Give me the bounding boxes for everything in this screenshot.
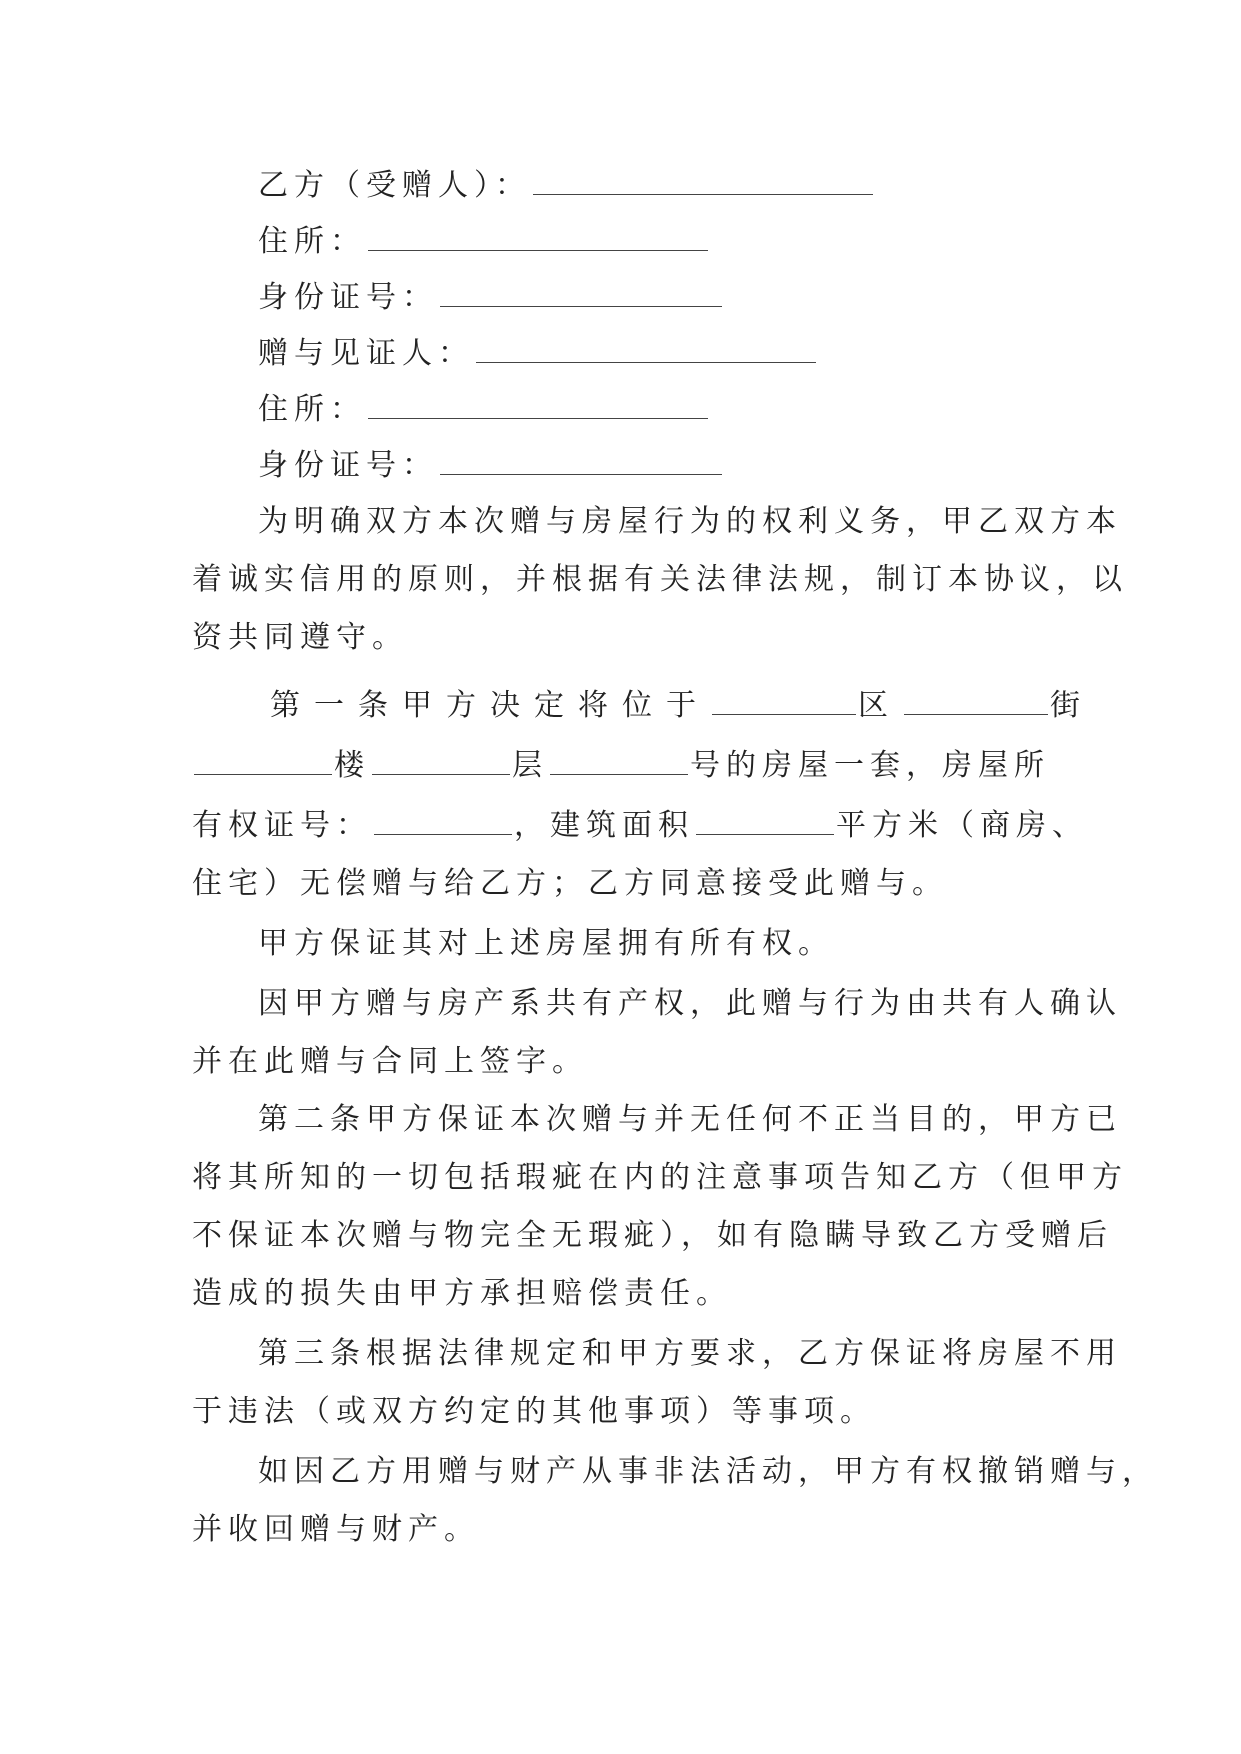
witness-label: 赠与见证人： [258, 336, 474, 371]
article1-blank-cert[interactable] [374, 808, 512, 835]
witness-address-label: 住所： [258, 392, 366, 427]
recipient-address-label: 住所： [258, 224, 366, 259]
revocation-line-1: 如因乙方用赠与财产从事非法活动，甲方有权撤销赠与， [258, 1454, 1158, 1489]
article2-line-2: 将其所知的一切包括瑕疵在内的注意事项告知乙方（但甲方 [192, 1160, 1128, 1195]
article1-text-lou: 楼 [334, 748, 370, 783]
article1-text-cert: 有权证号： [192, 808, 372, 843]
witness-address-row [258, 390, 710, 430]
recipient-row [258, 166, 875, 206]
intro-line-1: 为明确双方本次赠与房屋行为的权利义务，甲乙双方本 [258, 504, 1122, 539]
article1-row-2 [192, 746, 1050, 786]
recipient-address-row [258, 222, 710, 262]
article1-text-area: ，建筑面积 [514, 808, 694, 843]
article1-blank-floor[interactable] [372, 748, 510, 775]
article2-line-3: 不保证本次赠与物完全无瑕疵），如有隐瞒导致乙方受赠后 [192, 1218, 1113, 1253]
article1-row-1 [270, 686, 1094, 726]
article1-blank-number[interactable] [550, 748, 688, 775]
article1-blank-street[interactable] [904, 688, 1048, 715]
article1-text-ceng: 层 [512, 748, 548, 783]
article2-line-1: 第二条甲方保证本次赠与并无任何不正当目的，甲方已 [258, 1102, 1122, 1137]
recipient-label: 乙方（受赠人）： [258, 168, 531, 203]
co-owner-line-2: 并在此赠与合同上签字。 [192, 1044, 588, 1079]
intro-line-3: 资共同遵守。 [192, 620, 408, 655]
witness-id-label: 身份证号： [258, 448, 438, 483]
intro-line-2: 着诚实信用的原则，并根据有关法律法规，制订本协议，以 [192, 562, 1128, 597]
witness-address-blank[interactable] [368, 392, 708, 419]
co-owner-line-1: 因甲方赠与房产系共有产权，此赠与行为由共有人确认 [258, 986, 1122, 1021]
article1-row-3 [192, 806, 1088, 846]
article1-text-unit: 平方米（商房、 [836, 808, 1088, 843]
recipient-id-label: 身份证号： [258, 280, 438, 315]
article1-text-a: 第一条甲方决定将位于 [270, 688, 710, 723]
article1-blank-district[interactable] [712, 688, 856, 715]
article3-line-1: 第三条根据法律规定和甲方要求，乙方保证将房屋不用 [258, 1336, 1122, 1371]
witness-row [258, 334, 818, 374]
article1-blank-building[interactable] [194, 748, 332, 775]
article1-text-b: 区 [858, 688, 902, 723]
witness-id-blank[interactable] [440, 448, 722, 475]
recipient-id-row [258, 278, 724, 318]
recipient-blank[interactable] [533, 168, 873, 195]
article1-text-hao: 号的房屋一套，房屋所 [690, 748, 1050, 783]
witness-blank[interactable] [476, 336, 816, 363]
recipient-address-blank[interactable] [368, 224, 708, 251]
revocation-line-2: 并收回赠与财产。 [192, 1512, 480, 1547]
article1-blank-area[interactable] [696, 808, 834, 835]
article1-row-4: 住宅）无偿赠与给乙方；乙方同意接受此赠与。 [192, 866, 948, 901]
witness-id-row [258, 446, 724, 486]
article3-line-2: 于违法（或双方约定的其他事项）等事项。 [192, 1394, 876, 1429]
article1-text-c: 街 [1050, 688, 1094, 723]
article2-line-4: 造成的损失由甲方承担赔偿责任。 [192, 1276, 732, 1311]
guarantee-line: 甲方保证其对上述房屋拥有所有权。 [258, 926, 834, 961]
recipient-id-blank[interactable] [440, 280, 722, 307]
